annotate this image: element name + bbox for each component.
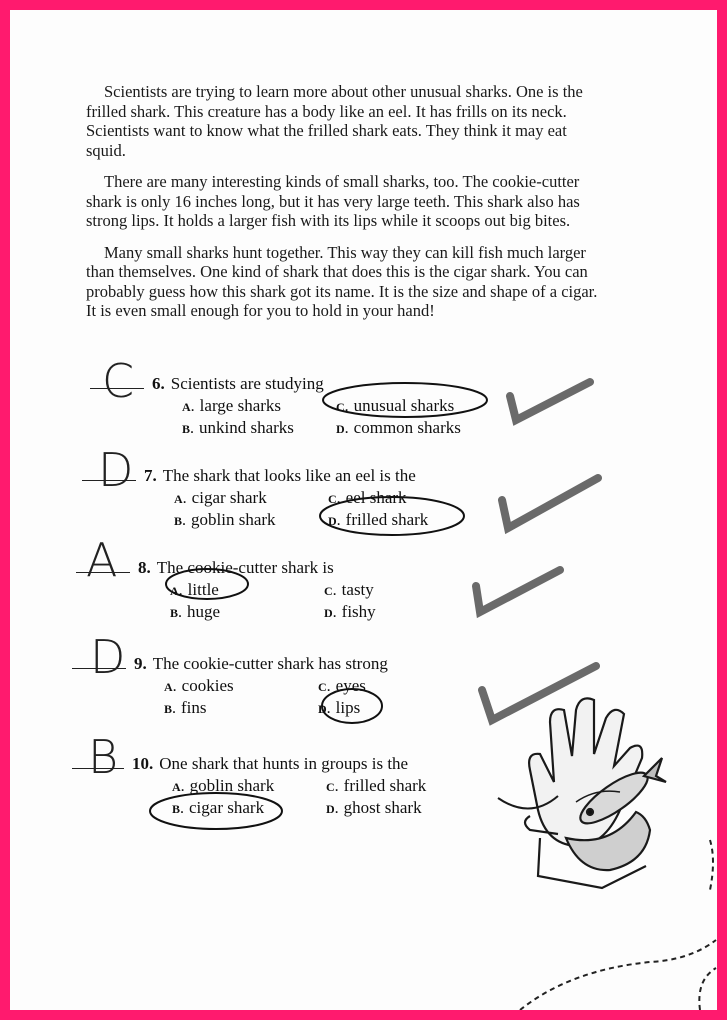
dashed-outline-decoration bbox=[699, 968, 716, 1010]
handwritten-answer-6: C bbox=[102, 354, 135, 408]
option-d: D. lips bbox=[318, 698, 361, 717]
annotation-overlay bbox=[10, 10, 717, 1010]
dashed-outline-decoration bbox=[710, 840, 713, 890]
hand-with-shark-illustration bbox=[498, 698, 666, 888]
option-b: B. unkind sharks bbox=[182, 418, 294, 437]
option-b: B. cigar shark bbox=[172, 798, 265, 817]
option-b: B. fins bbox=[164, 698, 207, 717]
check-mark-icon bbox=[476, 570, 560, 612]
check-mark-icon bbox=[510, 382, 590, 420]
option-d: D. fishy bbox=[324, 602, 376, 621]
handwritten-answer-7: D bbox=[98, 443, 134, 497]
question-number: 7. bbox=[144, 466, 157, 485]
option-c: C. eyes bbox=[318, 676, 366, 695]
handwritten-answer-8: A bbox=[86, 533, 118, 587]
handwritten-answer-9: D bbox=[90, 630, 126, 684]
answer-circle bbox=[166, 569, 248, 599]
check-marks bbox=[476, 382, 598, 720]
question-number: 10. bbox=[132, 754, 154, 773]
option-d: D. common sharks bbox=[336, 418, 461, 437]
option-a: A. little bbox=[170, 580, 219, 599]
question-stem: Scientists are studying bbox=[170, 374, 324, 393]
passage-paragraph: Scientists are trying to learn more about other unusual sharks. One is the frilled shark. This creature has a body like an eel. It has frills on its neck. Scientists want to know what the frilled shark eats. They think it may eat squid. bbox=[86, 82, 583, 160]
option-c: C. tasty bbox=[324, 580, 374, 599]
passage-paragraph: Many small sharks hunt together. This way they can kill fish much larger than themselves. One kind of shark that does this is the cigar shark. You can probably guess how this shark got its name. It is the size and shape of a cigar. It is even small enough for you to hold in your hand! bbox=[86, 242, 598, 320]
worksheet-page bbox=[10, 10, 717, 1010]
question-stem: The cookie-cutter shark is bbox=[156, 558, 334, 577]
check-mark-icon bbox=[502, 478, 598, 528]
option-d: D. frilled shark bbox=[328, 510, 429, 529]
answer-circle bbox=[322, 689, 382, 723]
option-c: C. eel shark bbox=[328, 488, 407, 507]
question-stem: The cookie-cutter shark has strong bbox=[152, 654, 388, 673]
question-stem: The shark that looks like an eel is the bbox=[162, 466, 416, 485]
option-c: C. frilled shark bbox=[326, 776, 427, 795]
option-c: C. unusual sharks bbox=[336, 396, 455, 415]
question-number: 9. bbox=[134, 654, 147, 673]
option-b: B. huge bbox=[170, 602, 221, 621]
option-a: A. cookies bbox=[164, 676, 234, 695]
option-a: A. cigar shark bbox=[174, 488, 267, 507]
option-a: A. goblin shark bbox=[172, 776, 275, 795]
answer-circle bbox=[323, 383, 487, 417]
answer-circle bbox=[150, 793, 282, 829]
question-number: 6. bbox=[152, 374, 165, 393]
question-stem: One shark that hunts in groups is the bbox=[159, 754, 409, 773]
option-d: D. ghost shark bbox=[326, 798, 422, 817]
question-number: 8. bbox=[138, 558, 151, 577]
option-b: B. goblin shark bbox=[174, 510, 276, 529]
option-a: A. large sharks bbox=[182, 396, 282, 415]
handwritten-answer-10: B bbox=[88, 730, 119, 784]
answer-circle bbox=[320, 497, 464, 535]
dashed-outline-decoration bbox=[520, 940, 716, 1010]
passage-paragraph: There are many interesting kinds of small sharks, too. The cookie-cutter shark is only 16 inches long, but it has very large teeth. This shark also has strong lips. It holds a larger fish with its lips while it scoops out big bites. bbox=[86, 172, 580, 230]
